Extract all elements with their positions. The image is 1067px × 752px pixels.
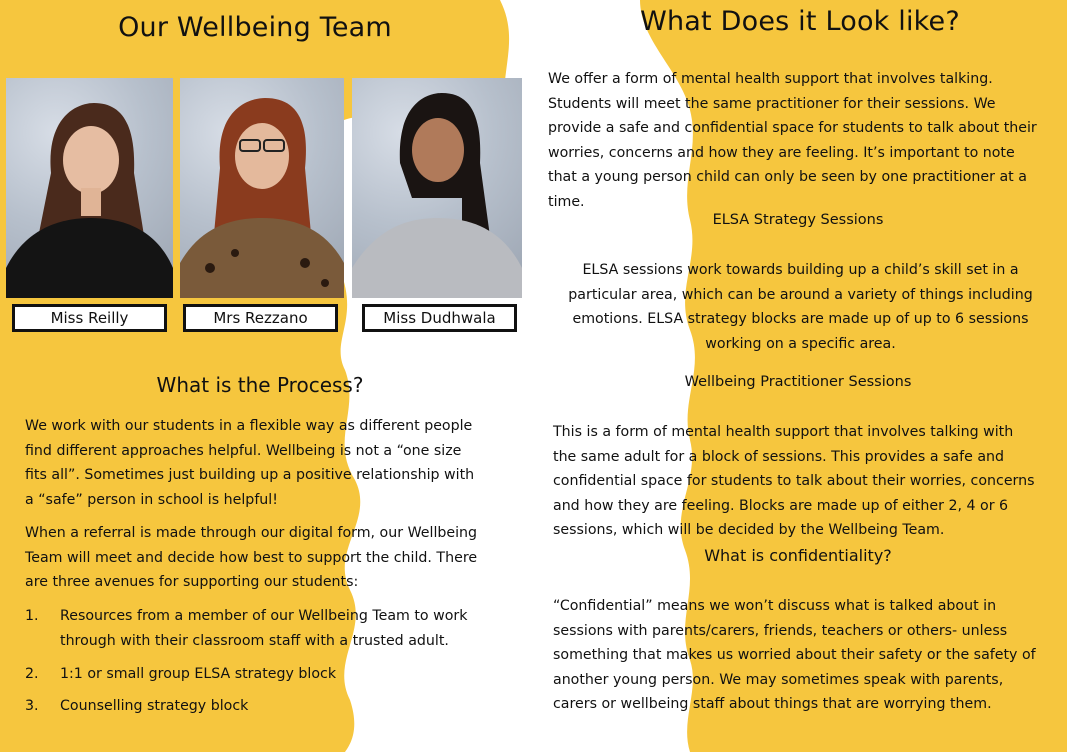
elsa-heading: ELSA Strategy Sessions — [712, 212, 884, 228]
process-title: What is the Process? — [156, 373, 364, 397]
process-paragraph-2: When a referral is made through our digital form, our Wellbeing Team will meet and decide how best to support the child. There are three avenues for supporting our students: — [25, 525, 478, 590]
look-intro-paragraph: We offer a form of mental health support that involves talking. Students will meet the same practitioner for their sessions. We provide a safe and confidential space for students to talk about their worries, concerns and how they are feeling. It’s important to note that a young person child can only be seen by one practitioner at a time. — [548, 71, 1037, 210]
team-title: Our Wellbeing Team — [118, 12, 392, 43]
confidentiality-paragraph: “Confidential” means we won’t discuss what is talked about in sessions with parents/carers, friends, teachers or others- unless something that makes us worried about their safety or the safety of another young person. We may sometimes speak with parents, carers or wellbeing staff about things that are worrying them. — [553, 598, 1036, 712]
list-item-number: 3. — [25, 698, 39, 714]
wellbeing-practitioner-paragraph: This is a form of mental health support that involves talking with the same adult for a block of sessions. This provides a safe and confidential space for students to talk about their worries, concerns and how they are feeling. Blocks are made up of either 2, 4 or 6 sessions, which will be decided by the Wellbeing Team. — [553, 424, 1035, 538]
staff-name-3: Miss Dudhwala — [362, 304, 517, 332]
list-item-text: 1:1 or small group ELSA strategy block — [60, 666, 337, 682]
elsa-paragraph: ELSA sessions work towards building up a child’s skill set in a particular area, which can be around a variety of things including emotions. ELSA strategy blocks are made up of up to 6 sessions working on a specific area. — [568, 262, 1033, 352]
list-item-number: 1. — [25, 608, 39, 624]
confidentiality-heading: What is confidentiality? — [704, 546, 892, 565]
staff-photo-2 — [180, 78, 344, 298]
list-item-text: Resources from a member of our Wellbeing Team to work through with their classroom staff with a trusted adult. — [60, 608, 468, 649]
list-item-number: 2. — [25, 666, 39, 682]
staff-name-2: Mrs Rezzano — [183, 304, 338, 332]
wellbeing-practitioner-heading: Wellbeing Practitioner Sessions — [684, 374, 912, 390]
staff-photo-3 — [352, 78, 522, 298]
list-item-text: Counselling strategy block — [60, 698, 249, 714]
staff-photo-1 — [6, 78, 173, 298]
process-paragraph-1: We work with our students in a flexible way as different people find different approaches helpful. Wellbeing is not a “one size fits all”. Sometimes just building up a positive relationship with a “safe” person in school is helpful! — [25, 418, 475, 508]
staff-name-1: Miss Reilly — [12, 304, 167, 332]
look-title: What Does it Look like? — [640, 6, 960, 37]
